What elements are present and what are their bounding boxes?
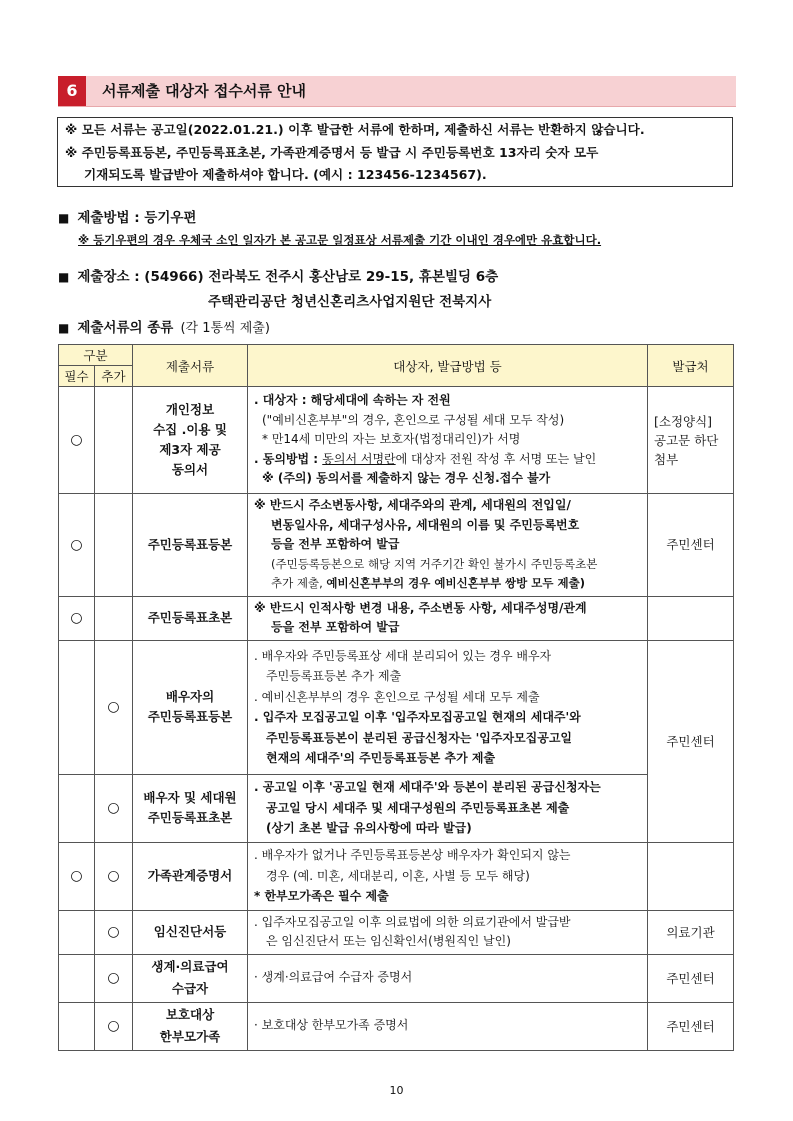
table-row — [59, 494, 734, 597]
target-description: · 보호대상 한부모가족 증명서 — [248, 1002, 648, 1050]
target-description: . 대상자 : 해당세대에 속하는 자 전원 ("예비신혼부부"의 경우, 혼인으로 구성될 세대 모두 작성) * 만14세 미만의 자는 보호자(법정대리인)가 서명 . 동의방법 : 동의서 서명란에 대상자 전원 작성 후 서명 또는 날인 ※ (주의) 동의서를 제출하지 않는 경우 신청.접수 불가 — [248, 387, 648, 494]
notice-box — [57, 117, 733, 187]
issuer: 주민센터 — [648, 640, 734, 842]
place-line2: 주택관리공단 청년신혼리츠사업지원단 전북지사 — [208, 294, 492, 310]
section-number: 6 — [58, 76, 86, 106]
issuer: 주민센터 — [648, 494, 734, 597]
issuer: 주민센터 — [648, 954, 734, 1002]
document-name: 배우자의 주민등록표등본 — [133, 640, 248, 774]
document-name: 임신진단서등 — [133, 910, 248, 954]
header-target: 대상자, 발급방법 등 — [248, 345, 648, 387]
target-description: . 배우자가 없거나 주민등록표등본상 배우자가 확인되지 않는 경우 (예. 미혼, 세대분리, 이혼, 사별 등 모두 해당) * 한부모가족은 필수 제출 — [248, 842, 648, 910]
document-name: 개인정보 수집 .이용 및 제3자 제공 동의서 — [133, 387, 248, 494]
additional-mark: ○ — [95, 1002, 133, 1050]
notice-line: 기재되도록 발급받아 제출하셔야 합니다. (예시 : 123456-1234567). — [84, 167, 487, 182]
additional-mark: ○ — [95, 640, 133, 774]
table-row — [59, 842, 734, 910]
header-issuer: 발급처 — [648, 345, 734, 387]
types-heading: ■ 제출서류의 종류 (각 1통씩 제출) — [58, 320, 270, 336]
required-mark: ○ — [59, 387, 95, 494]
document-name: 보호대상 한부모가족 — [133, 1002, 248, 1050]
issuer: [소정양식] 공고문 하단 첨부 — [648, 387, 734, 494]
target-description: . 입주자모집공고일 이후 의료법에 의한 의료기관에서 발급받 은 임신진단서 또는 임신확인서(병원직인 날인) — [248, 910, 648, 954]
bullet-square: ■ — [58, 211, 70, 225]
target-description: · 생계·의료급여 수급자 증명서 — [248, 954, 648, 1002]
table-row — [59, 910, 734, 954]
required-mark: ○ — [59, 842, 95, 910]
issuer — [648, 596, 734, 640]
document-name: 가족관계증명서 — [133, 842, 248, 910]
additional-mark: ○ — [95, 910, 133, 954]
place-heading: ■ 제출장소 : (54966) 전라북도 전주시 홍산남로 29-15, 휴본빌딩 6층 — [58, 269, 499, 285]
required-mark: ○ — [59, 596, 95, 640]
target-description: ※ 반드시 인적사항 변경 내용, 주소변동 사항, 세대주성명/관계 등을 전부 포함하여 발급 — [248, 596, 648, 640]
table-row — [59, 1002, 734, 1050]
issuer: 의료기관 — [648, 910, 734, 954]
notice-line: ※ 주민등록표등본, 주민등록표초본, 가족관계증명서 등 발급 시 주민등록번호 13자리 숫자 모두 — [65, 144, 599, 160]
table-row — [59, 387, 734, 494]
target-description: . 공고일 이후 '공고일 현재 세대주'와 등본이 분리된 공급신청자는 공고일 당시 세대주 및 세대구성원의 주민등록표초본 제출 (상기 초본 발급 유의사항에 따라 발급) — [248, 774, 648, 842]
document-name: 주민등록표초본 — [133, 596, 248, 640]
header-required: 필수 — [59, 366, 95, 387]
table-row — [59, 596, 734, 640]
method-note: ※ 등기우편의 경우 우체국 소인 일자가 본 공고문 일정표상 서류제출 기간 이내인 경우에만 유효합니다. — [78, 233, 602, 247]
section-title: 서류제출 대상자 접수서류 안내 — [102, 82, 307, 100]
bullet-square: ■ — [58, 270, 70, 284]
header-additional: 추가 — [95, 366, 133, 387]
additional-mark: ○ — [95, 774, 133, 842]
document-name: 배우자 및 세대원 주민등록표초본 — [133, 774, 248, 842]
documents-table — [58, 344, 734, 1051]
additional-mark: ○ — [95, 954, 133, 1002]
notice-line: ※ 모든 서류는 공고일(2022.01.21.) 이후 발급한 서류에 한하며, 제출하신 서류는 반환하지 않습니다. — [65, 122, 645, 137]
page-number: 10 — [389, 1084, 404, 1097]
header-group: 구분 — [59, 345, 133, 366]
table-row — [59, 954, 734, 1002]
required-mark: ○ — [59, 494, 95, 597]
document-name: 생계·의료급여 수급자 — [133, 954, 248, 1002]
additional-mark: ○ — [95, 842, 133, 910]
table-row — [59, 774, 734, 842]
table-row — [59, 640, 734, 774]
issuer — [648, 842, 734, 910]
target-description: ※ 반드시 주소변동사항, 세대주와의 관계, 세대원의 전입일/ 변동일사유, 세대구성사유, 세대원의 이름 및 주민등록번호 등을 전부 포함하여 발급 (주민등록등본으로 해당 지역 거주기간 확인 불가시 주민등록초본 추가 제출, 예비신혼부부의 경우 예비신혼부부 쌍방 모두 제출) — [248, 494, 648, 597]
issuer: 주민센터 — [648, 1002, 734, 1050]
document-name: 주민등록표등본 — [133, 494, 248, 597]
section-header — [58, 76, 736, 107]
bullet-square: ■ — [58, 321, 70, 335]
target-description: . 배우자와 주민등록표상 세대 분리되어 있는 경우 배우자 주민등록표등본 추가 제출 . 예비신혼부부의 경우 혼인으로 구성될 세대 모두 제출 . 입주자 모집공고일 이후 '입주자모집공고일 현재의 세대주'와 주민등록표등본이 분리된 공급신청자는 '입주자모집공고일 현재의 세대주'의 주민등록표등본 추가 제출 — [248, 640, 648, 774]
header-document: 제출서류 — [133, 345, 248, 387]
method-heading: ■ 제출방법 : 등기우편 — [58, 210, 197, 226]
